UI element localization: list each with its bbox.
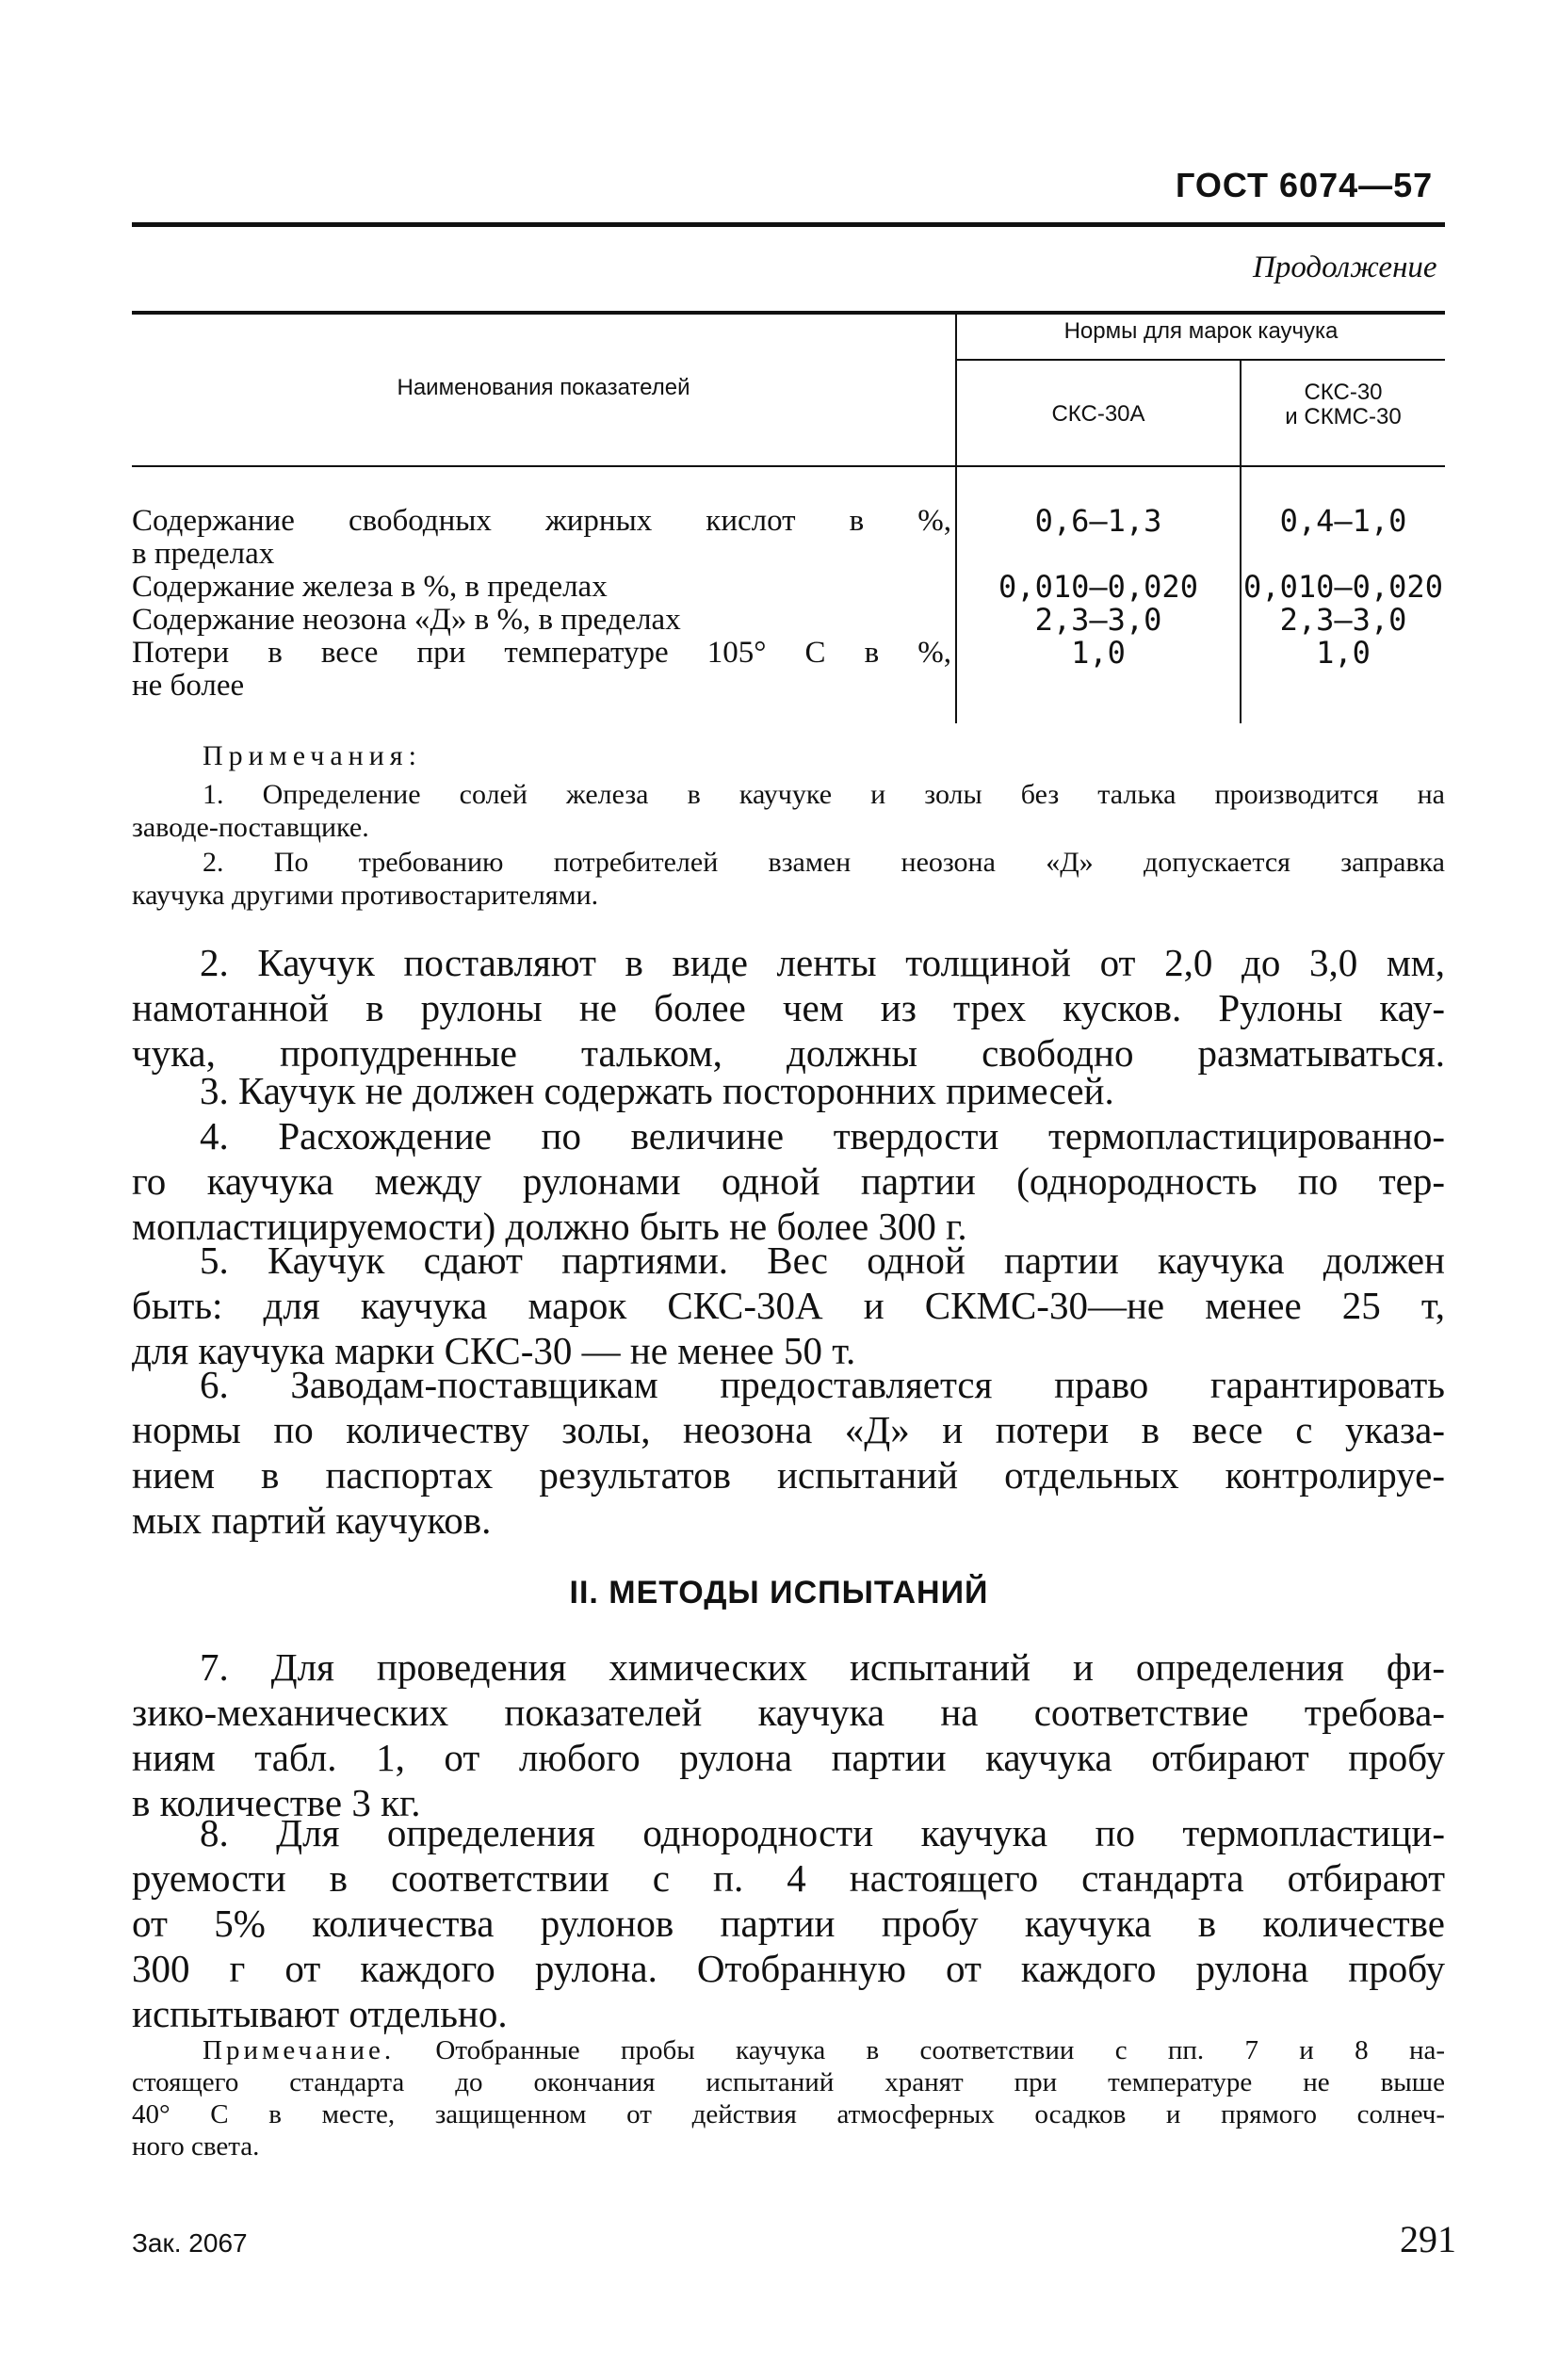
row-label: не более [132,669,245,703]
table-header-rule [132,465,1445,467]
note-label: Примечание. [203,2035,396,2065]
paragraph-6: 6. Заводам-поставщикам предоставляется право гарантировать нормы по количеству золы, неозона «Д» и потери в весе с указа- нием в паспортах результатов испытаний отдельных контролируе- мых партий каучуков. [132,1363,1445,1542]
table-rule [955,359,1445,361]
row-label: Содержание железа в %, в пределах [132,570,608,604]
value-grade-a: 0,6—1,3 [1034,503,1162,539]
row-label: в пределах [132,537,275,571]
value-grade-a: 1,0 [1071,635,1126,671]
row-label: Содержание свободных жирных кислот в %, [132,504,951,538]
paragraph-5: 5. Каучук сдают партиями. Вес одной партии каучука должен быть: для каучука марок СКС-30А и СКМС-30—не менее 25 т, для каучука марки СКС-30 — не менее 50 т. [132,1239,1445,1372]
page-number: 291 [1400,2218,1456,2260]
column-header-grade-b: СКС-30 и СКМС-30 [1285,380,1402,429]
section-heading: II. МЕТОДЫ ИСПЫТАНИЙ [569,1575,989,1611]
paragraph-2: 2. Каучук поставляют в виде ленты толщиной от 2,0 до 3,0 мм, намотанной в рулоны не более чем из трех кусков. Рулоны кау- чука, пропудренные тальком, должны свободно разматываться. [132,941,1445,1075]
value-grade-a: 2,3—3,0 [1034,602,1162,638]
document-code: ГОСТ 6074—57 [1176,166,1434,204]
paragraph-8: 8. Для определения однородности каучука по термопластици- руемости в соответствии с п. 4 настоящего стандарта отбирают от 5% количества рулонов партии пробу каучука в количестве 300 г от каждого рулона. Отобранную от каждого рулона пробу испытывают отдельно. [132,1811,1445,2035]
header-rule [132,222,1445,227]
table-row [132,637,951,703]
column-header-norms: Нормы для марок каучука [1063,318,1339,344]
notes-heading: Примечания: [203,740,422,771]
paragraph-7: 7. Для проведения химических испытаний и определения фи- зико-механических показателей каучука на соответствие требова- ниям табл. 1, от любого рулона партии каучука отбирают пробу в количестве 3 кг. [132,1645,1445,1824]
row-label: Потери в весе при температуре 105° С в %, [132,636,951,670]
table-row [132,505,951,571]
value-grade-b: 2,3—3,0 [1279,602,1407,638]
column-header-grade-a: СКС-30А [1051,401,1145,427]
table-row [132,571,951,604]
row-label: Содержание неозона «Д» в %, в пределах [132,603,681,637]
paragraph-3: 3. Каучук не должен содержать посторонних примесей. [200,1069,1114,1112]
value-grade-b: 0,4—1,0 [1279,503,1407,539]
note-2: 2. По требованию потребителей взамен неозона «Д» допускается заправка каучука другими противостарителями. [132,847,1445,911]
final-note: Примечание. Отобранные пробы каучука в соответствии с пп. 7 и 8 на- стоящего стандарта до окончания испытаний хранят при температуре не выше 40° С в месте, защищенном от действия атмосферных осадков и прямого солнеч- ного света. [132,2035,1445,2161]
note-1: 1. Определение солей железа в каучуке и золы без талька производится на заводе-поставщике. [132,779,1445,843]
column-header-indicators: Наименования показателей [397,375,690,400]
continuation-label: Продолжение [1253,251,1437,284]
value-grade-b: 0,010—0,020 [1243,569,1443,605]
value-grade-b: 1,0 [1316,635,1371,671]
table-top-rule [132,311,1445,315]
order-number: Зак. 2067 [132,2228,248,2258]
table-row [132,604,951,637]
value-grade-a: 0,010—0,020 [998,569,1198,605]
paragraph-4: 4. Расхождение по величине твердости термопластицированно- го каучука между рулонами одной партии (однородность по тер- мопластицируемости) должно быть не более 300 г. [132,1114,1445,1248]
